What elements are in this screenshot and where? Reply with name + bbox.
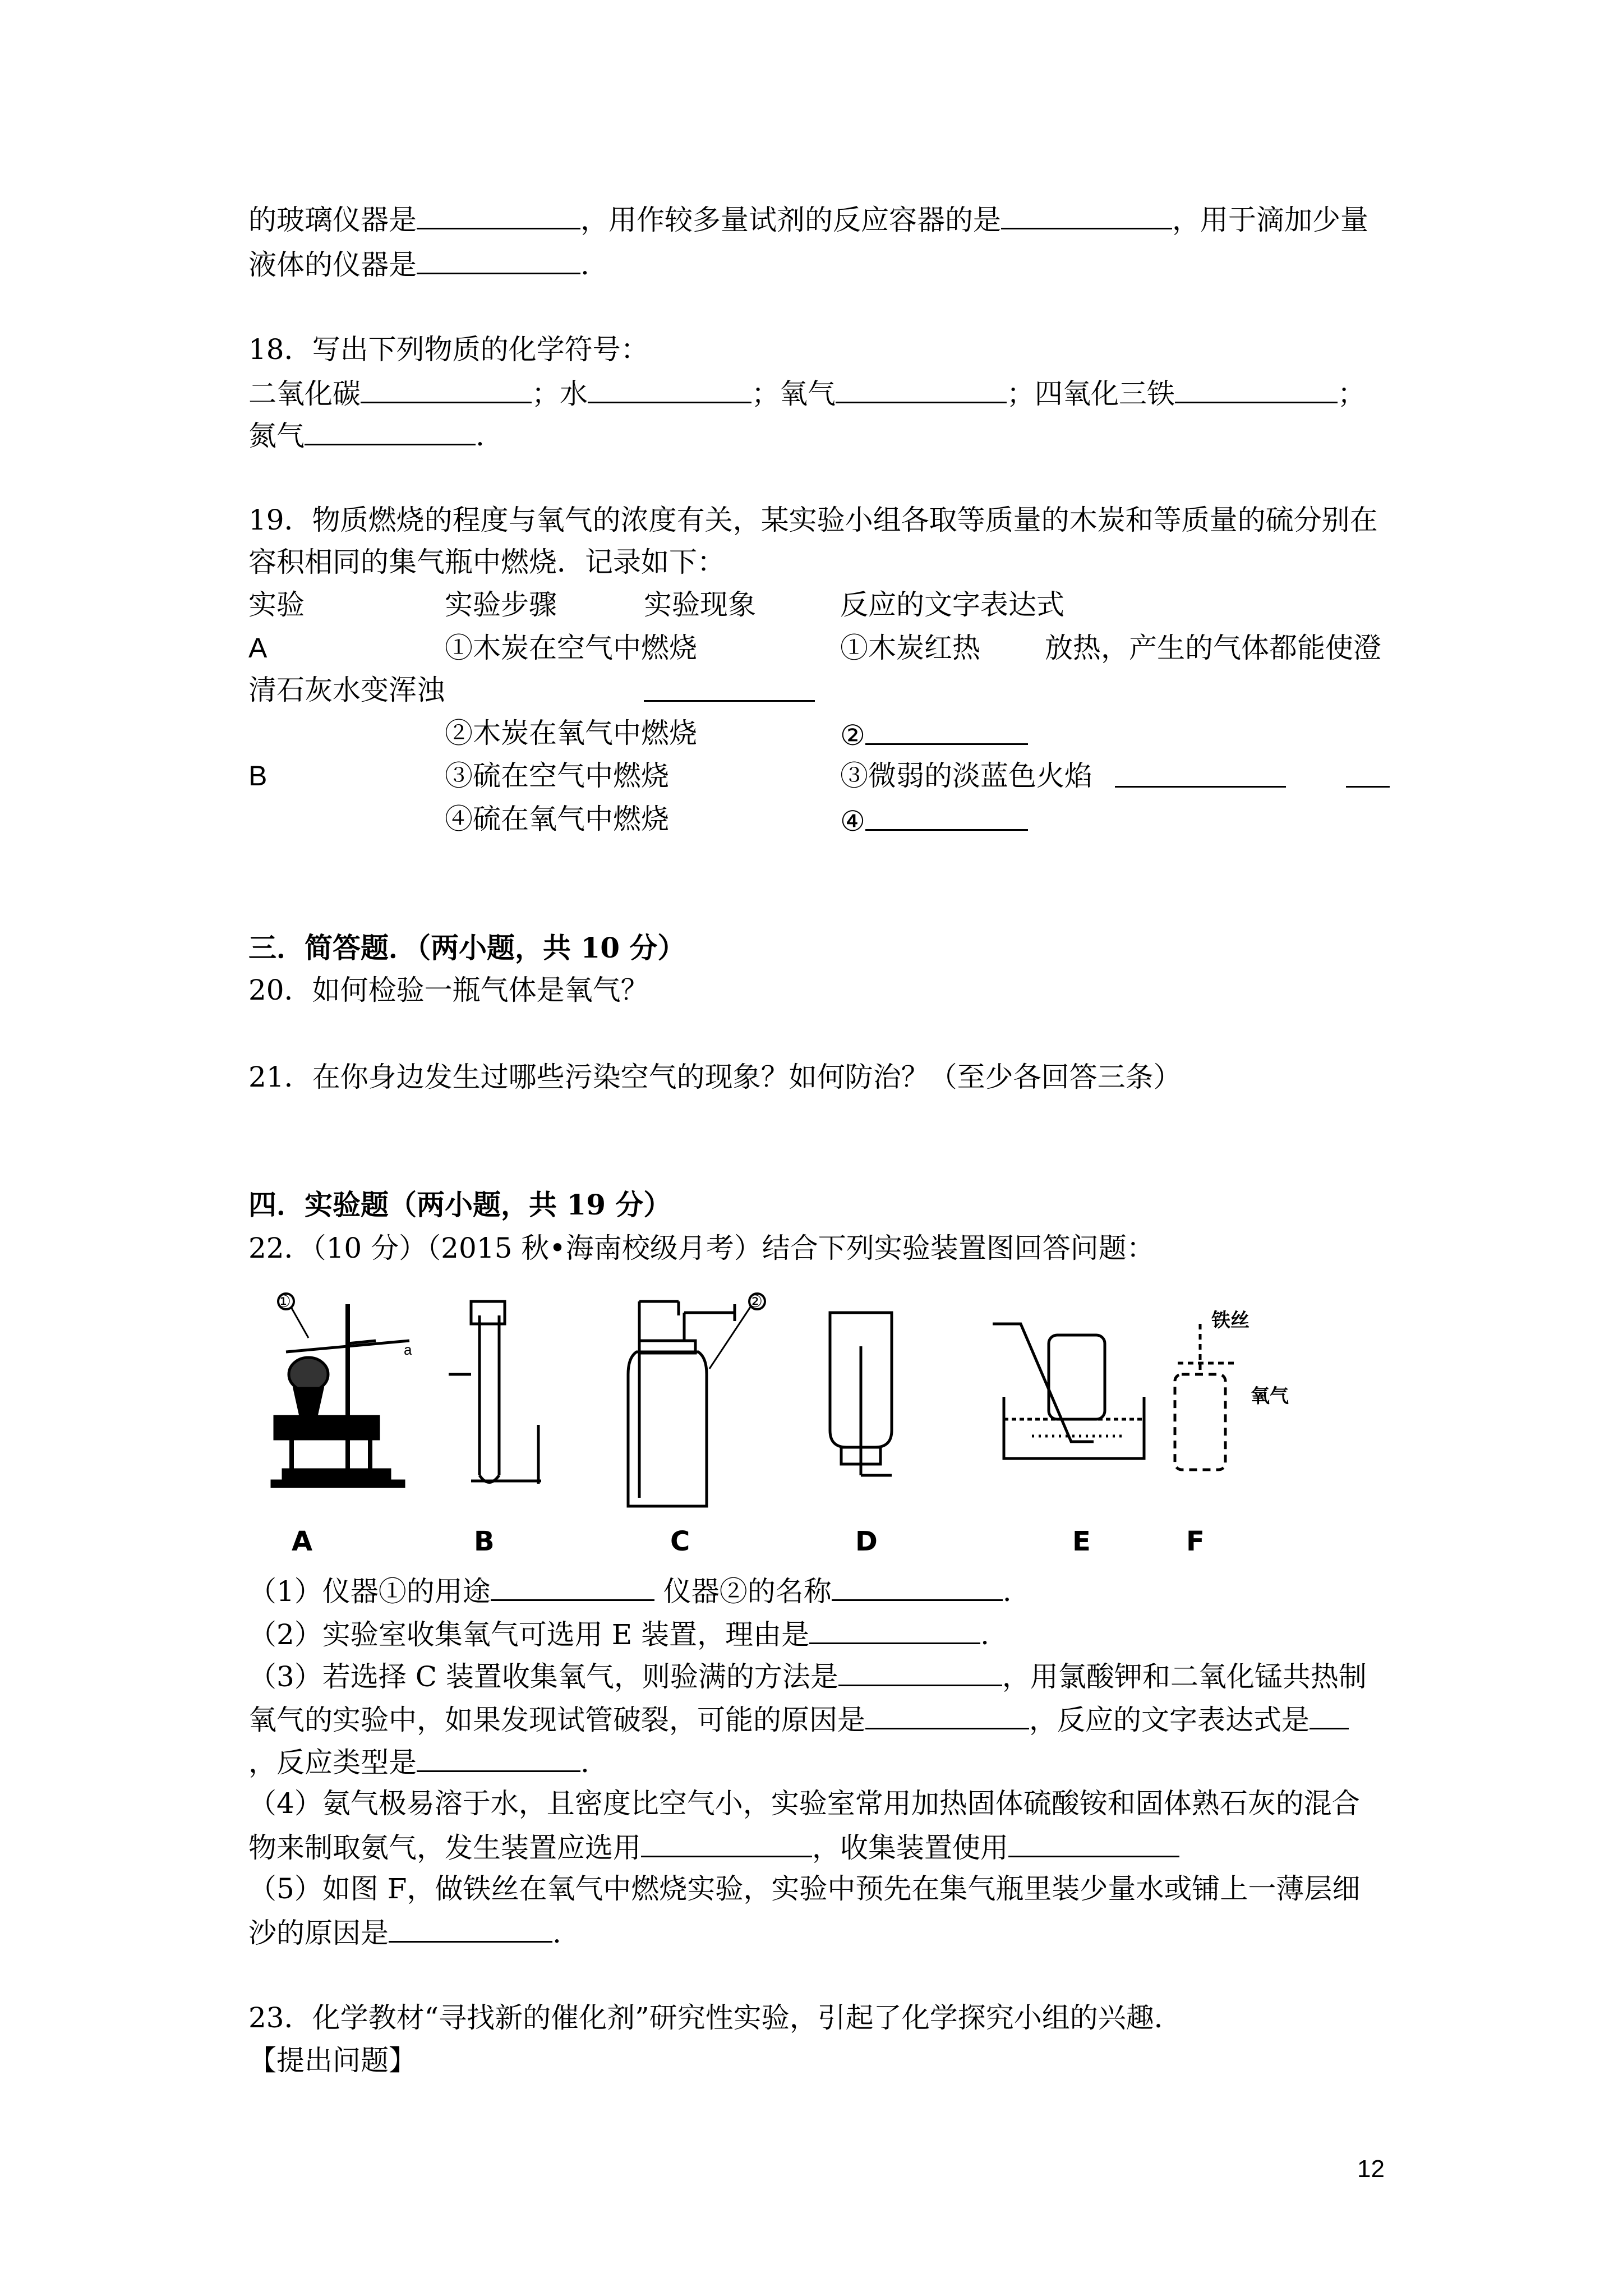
apparatus-label-a: A xyxy=(292,1526,313,1557)
answer-blank[interactable] xyxy=(836,375,1007,403)
answer-blank[interactable] xyxy=(1310,1701,1349,1729)
q22-part5-line1: （5）如图 F，做铁丝在氧气中燃烧实验，实验中预先在集气瓶里装少量水或铺上一薄层细 xyxy=(248,1872,1361,1905)
observation-1-cont: 清石灰水变浑浊 xyxy=(248,674,445,706)
fig-label-a: a xyxy=(404,1341,412,1358)
apparatus-label-e: E xyxy=(1072,1526,1091,1557)
q18-line2: 氮气 . xyxy=(248,417,485,453)
q22-part3-line3: ，反应类型是 . xyxy=(248,1743,589,1779)
step-3: ③硫在空气中燃烧 xyxy=(445,760,669,792)
q17-line1: 的玻璃仪器是 ，用作较多量试剂的反应容器的是 ，用于滴加少量 xyxy=(248,201,1368,237)
apparatus-c-drawing xyxy=(628,1294,765,1506)
answer-blank[interactable] xyxy=(417,246,580,274)
step-4: ④硫在氧气中燃烧 xyxy=(445,803,669,835)
answer-blank[interactable] xyxy=(1001,201,1172,229)
answer-blank[interactable] xyxy=(1346,759,1390,788)
q23-line1: 23．化学教材“寻找新的催化剂”研究性实验，引起了化学探究小组的兴趣． xyxy=(248,2001,1182,2034)
section-4-title: 四．实验题（两小题，共 19 分） xyxy=(248,1188,672,1221)
q22-part1: （1）仪器①的用途 仪器②的名称 . xyxy=(248,1572,1012,1608)
section-3-title: 三．简答题．（两小题，共 10 分） xyxy=(248,931,686,964)
fig-label-iron-wire: 铁丝 xyxy=(1211,1309,1249,1332)
apparatus-label-b: B xyxy=(474,1526,495,1557)
answer-blank[interactable] xyxy=(305,417,476,445)
answer-blank[interactable] xyxy=(588,375,751,403)
step-1: ①木炭在空气中燃烧 xyxy=(445,632,697,664)
apparatus-d-drawing xyxy=(830,1313,892,1475)
answer-blank[interactable] xyxy=(1008,1829,1179,1857)
q22-part2: （2）实验室收集氧气可选用 E 装置，理由是 . xyxy=(248,1616,989,1651)
fig-marker-1: ① xyxy=(276,1292,291,1311)
apparatus-label-f: F xyxy=(1186,1526,1205,1557)
table-header-phenomenon: 实验现象 xyxy=(644,588,756,621)
answer-blank[interactable] xyxy=(838,1658,1002,1686)
apparatus-e-drawing xyxy=(993,1324,1144,1458)
q17-line2: 液体的仪器是 . xyxy=(248,246,589,282)
answer-blank[interactable] xyxy=(832,1572,1003,1601)
answer-blank[interactable] xyxy=(389,1914,552,1943)
observation-1b: 放热，产生的气体都能使澄 xyxy=(1045,632,1381,664)
q22-part5-line2: 沙的原因是 . xyxy=(248,1914,561,1950)
page-number: 12 xyxy=(1357,2155,1385,2183)
answer-blank[interactable] xyxy=(641,1829,812,1857)
table-header-steps: 实验步骤 xyxy=(445,588,557,621)
q23-line2: 【提出问题】 xyxy=(248,2044,417,2077)
answer-blank[interactable] xyxy=(809,1616,980,1644)
q19-line2: 容积相同的集气瓶中燃烧．记录如下： xyxy=(248,546,725,578)
answer-blank[interactable] xyxy=(1115,759,1286,788)
apparatus-label-d: D xyxy=(855,1526,878,1557)
answer-blank[interactable] xyxy=(865,1701,1029,1729)
q22-part4-line2: 物来制取氨气，发生装置应选用 ，收集装置使用 xyxy=(248,1829,1179,1865)
table-header-expression: 反应的文字表达式 xyxy=(840,588,1064,621)
q21: 21．在你身边发生过哪些污染空气的现象？如何防治？（至少各回答三条） xyxy=(248,1061,1182,1093)
answer-blank[interactable] xyxy=(417,1743,580,1772)
step-2: ②木炭在氧气中燃烧 xyxy=(445,717,697,749)
q22-part4-line1: （4）氨气极易溶于水，且密度比空气小，实验室常用加热固体硫酸铵和固体熟石灰的混合 xyxy=(248,1787,1360,1820)
answer-blank[interactable] xyxy=(644,673,815,702)
table-header-experiment: 实验 xyxy=(248,588,305,621)
observation-2: ② xyxy=(840,716,1028,752)
answer-blank[interactable] xyxy=(1175,375,1338,403)
answer-blank[interactable] xyxy=(491,1572,654,1601)
q22-intro: 22．（10 分）（2015 秋•海南校级月考）结合下列实验装置图回答问题： xyxy=(248,1232,1155,1264)
q20: 20．如何检验一瓶气体是氧气？ xyxy=(248,974,649,1006)
observation-4: ④ xyxy=(840,802,1028,838)
apparatus-b-drawing xyxy=(449,1301,541,1484)
apparatus-a-drawing xyxy=(272,1294,409,1487)
answer-blank[interactable] xyxy=(361,375,532,403)
answer-blank[interactable] xyxy=(865,802,1028,831)
answer-blank[interactable] xyxy=(865,716,1028,745)
q18-title: 18．写出下列物质的化学符号： xyxy=(248,333,649,366)
q22-part3-line1: （3）若选择 C 装置收集氧气，则验满的方法是 ，用氯酸钾和二氧化锰共热制 xyxy=(248,1658,1367,1694)
observation-3: ③微弱的淡蓝色火焰 xyxy=(840,760,1092,792)
apparatus-f-drawing xyxy=(1175,1324,1234,1470)
row-label-a: A xyxy=(248,632,268,664)
answer-blank[interactable] xyxy=(417,201,580,229)
q19-line1: 19．物质燃烧的程度与氧气的浓度有关，某实验小组各取等质量的木炭和等质量的硫分别在 xyxy=(248,504,1378,536)
apparatus-figure xyxy=(247,1290,1312,1515)
row-label-b: B xyxy=(248,760,268,792)
fig-marker-2: ② xyxy=(748,1292,763,1311)
q18-line1: 二氧化碳 ；水 ；氧气 ；四氧化三铁 ； xyxy=(248,375,1366,411)
observation-1: ①木炭红热 xyxy=(840,632,980,664)
q22-part3-line2: 氧气的实验中，如果发现试管破裂，可能的原因是 ，反应的文字表达式是 xyxy=(248,1701,1349,1737)
fig-label-oxygen: 氧气 xyxy=(1251,1385,1289,1407)
apparatus-label-c: C xyxy=(670,1526,690,1557)
